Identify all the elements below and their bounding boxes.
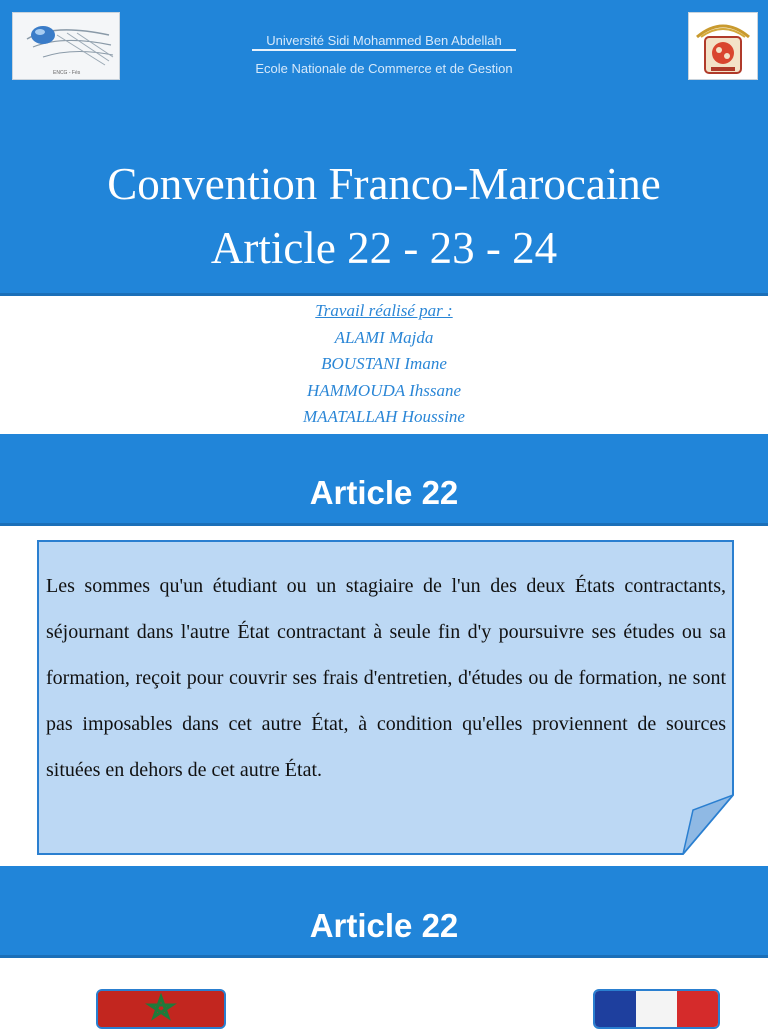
france-flag-icon <box>593 989 720 1029</box>
author-name: MAATALLAH Houssine <box>303 407 465 426</box>
section-header <box>0 434 768 526</box>
author-name: ALAMI Majda <box>334 327 434 347</box>
author-name: BOUSTANI Imane <box>321 354 447 373</box>
article-text: Les sommes qu'un étudiant ou un stagiaire de l'un des deux États contractants, séjournant dans l'autre État contractant à seule fin d'y poursuivre ses études ou sa formation, reçoit pour couvrir ses frais d'entretien, d'études ou de formation, ne sont pas imposables dans cet autre État, à condition qu'elles proviennent de sources situées en dehors de cet autre État. <box>46 575 726 781</box>
presentation-title: Convention Franco-Marocaine <box>107 159 661 209</box>
section-header <box>0 866 768 958</box>
presentation-subtitle: Article 22 - 23 - 24 <box>210 223 558 273</box>
section-title: Article 22 <box>309 474 459 511</box>
morocco-flag-icon <box>96 989 226 1029</box>
school-name: Ecole Nationale de Commerce et de Gestion <box>255 61 513 76</box>
university-name: Université Sidi Mohammed Ben Abdellah <box>0 33 768 48</box>
credits-heading: Travail réalisé par : <box>315 301 453 320</box>
logo-caption: ENCG - Fès <box>53 70 81 76</box>
section-title: Article 22 <box>309 907 459 944</box>
author-name: HAMMOUDA Ihssane <box>306 380 462 400</box>
credits-block <box>0 298 768 431</box>
header-divider <box>0 293 768 296</box>
